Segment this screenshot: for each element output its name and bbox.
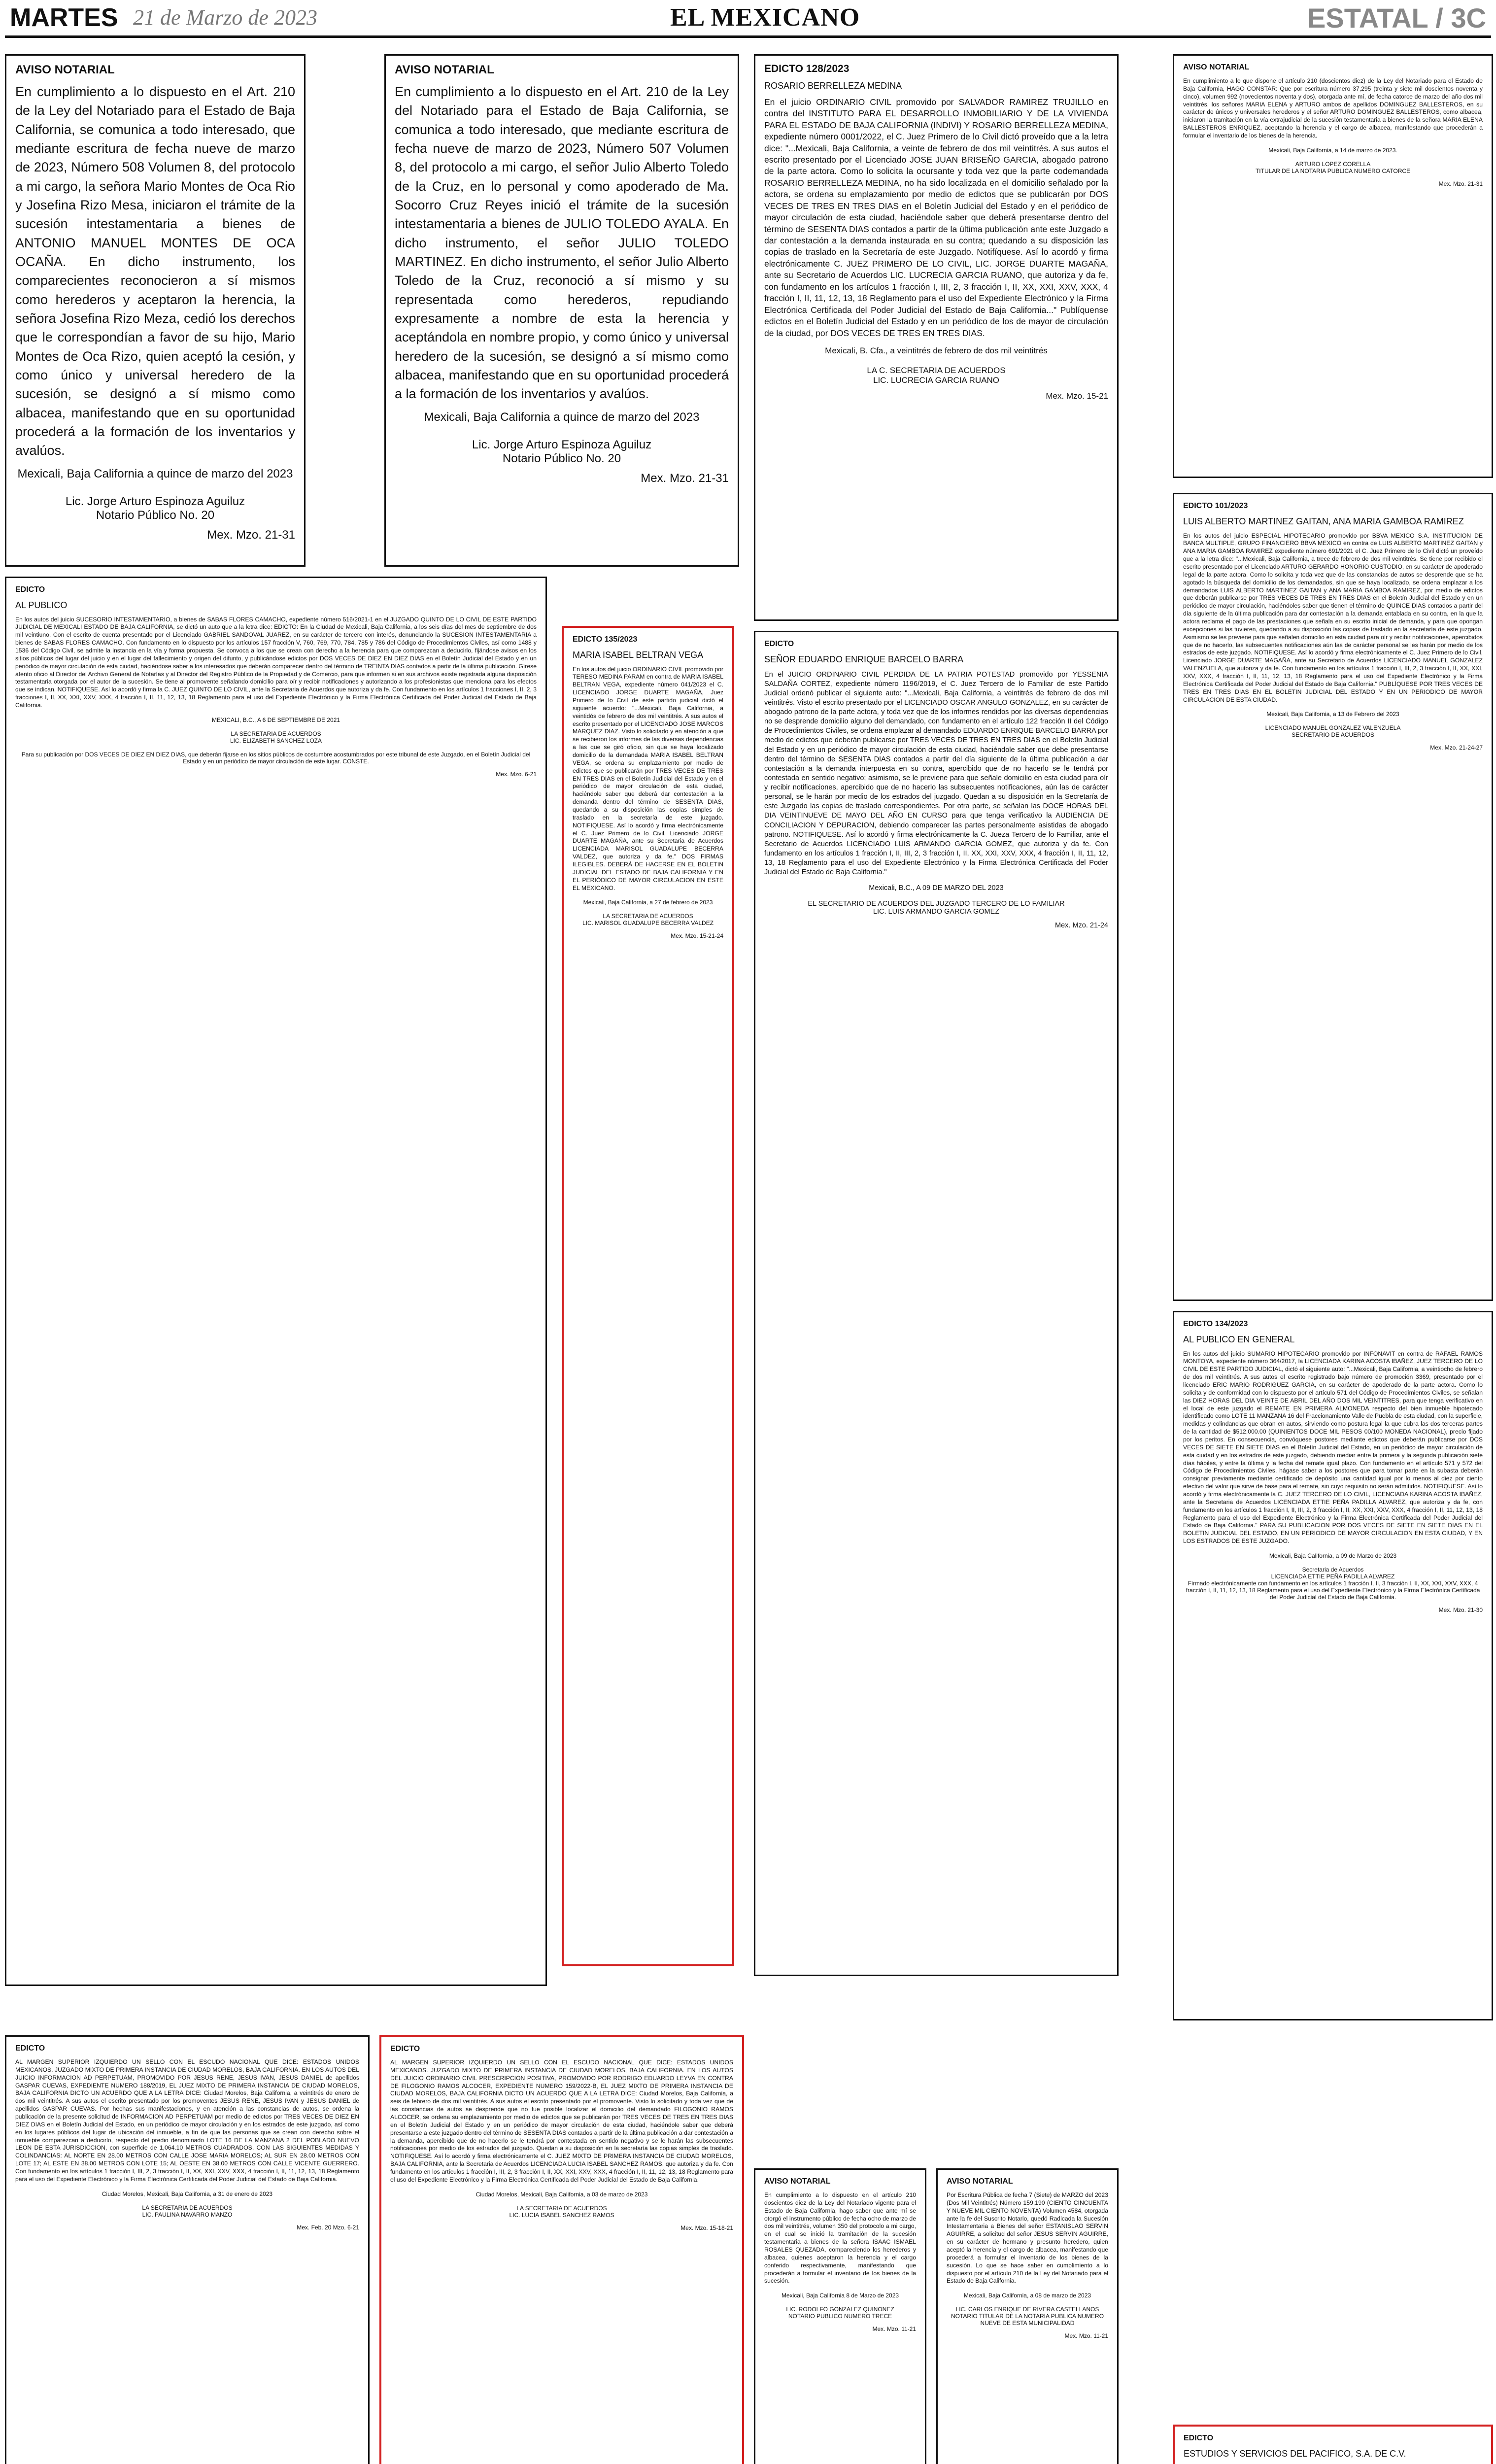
notice-aviso-notarial-2: [384, 54, 739, 567]
notice-title: EDICTO: [1184, 2434, 1214, 2442]
notice-body: En los autos del juicio ESPECIAL HIPOTECARIO promovido por BBVA MEXICO S.A. INSTITUCION DE BANCA MULTIPLE, GRUPO FINANCIERO BBVA MEXICO en contra de LUIS ALBERTO MARTINEZ GAITAN y ANA MARIA GAMBOA RAMIREZ expediente número 691/2021 el C. Juez Primero de lo Civil dictó un proveído que a la letra dice: "...Mexicali, Baja California, a trece de febrero de dos mil veintitrés. Se tiene por recibido el escrito presentado por el Licenciado ARTURO GERARDO HONORIO CUSTODIO, en su carácter de apoderado legal de la parte actora. Como lo solicita y toda vez que de las constancias de autos se desprende que se ha agotado la búsqueda del domicilio de los demandados, sin que se haya localizado, se ordena emplazar a los demandados LUIS ALBERTO MARTINEZ GAITAN y ANA MARIA GAMBOA RAMIREZ, por medio de edictos que deberán publicarse por TRES VECES DE TRES EN TRES DIAS en el Boletín Judicial del Estado y en un periódico de mayor circulación, haciéndoles saber que tienen el término de QUINCE DIAS contados a partir del día siguiente de la última publicación para dar contestación a la demanda entablada en su contra, en la que la actora reclama el pago de las prestaciones que señala en su escrito inicial de demanda, y para que opongan excepciones si las tuvieren, quedando a su disposición las copias de traslado en la secretaría de este juzgado. Asimismo se les previene para que señalen domicilio en esta ciudad para oír y recibir notificaciones, apercibidos que de no hacerlo, las subsecuentes notificaciones aún las de carácter personal se les harán por medio de los estrados de este juzgado. NOTIFIQUESE. Así lo acordó y firma electrónicamente el C. Juez Primero de lo Civil, Licenciado JORGE DUARTE MAGAÑA, ante su Secretario de Acuerdos LICENCIADO MANUEL GONZALEZ VALENZUELA, que autoriza y da fe. Con fundamento en los artículos 1 fracción I, III, 2, 3 fracción I, II, XX, XXI, XXV, XXX, 4 fracción I, II, 11, 12, 13, 18 Reglamento para el uso del Expediente Electrónico y la Firma Electrónica Certificada del Poder Judicial del Estado de Baja California." PUBLÍQUESE POR TRES VECES DE TRES EN TRES DIAS EN EL BOLETIN JUDICIAL DEL ESTADO Y EN UN PERIODICO DE MAYOR CIRCULACION DE ESTA CIUDAD.: [1183, 532, 1483, 703]
notice-body: AL MARGEN SUPERIOR IZQUIERDO UN SELLO CON EL ESCUDO NACIONAL QUE DICE: ESTADOS UNIDOS MEXICANOS. JUZGADO MIXTO DE PRIMERA INSTANCIA DE CIUDAD MORELOS, BAJA CALIFORNIA. EN LOS AUTOS DEL JUICIO INFORMACION AD PERPETUAM, PROMOVIDO POR JESUS RENE, JESUS IVAN, JESUS DANIEL de apellidos GASPAR CUEVAS, EXPEDIENTE NUMERO 188/2019, EL JUEZ MIXTO DE PRIMERA INSTANCIA DE CIUDAD MORELOS, BAJA CALIFORNIA DICTO UN ACUERDO QUE A LA LETRA DICE: Ciudad Morelos, Baja California, a veintitrés de enero de dos mil veintitrés. A sus autos el escrito presentado por los promoventes JESUS RENE, JESUS IVAN y JESUS DANIEL de apellidos GASPAR CUEVAS. Por hechas sus manifestaciones, y en atención a las constancias de autos, se ordena la publicación de la presente solicitud de INFORMACION AD PERPETUAM por medio de edictos por TRES VECES DE DIEZ EN DIEZ DIAS en el Boletín Judicial del Estado, en un periódico de mayor circulación y en los estrados de este juzgado, así como en los lugares públicos del lugar de ubicación del inmueble, a fin de que las personas que se crean con derecho sobre el inmueble comparezcan a deducirlo, respecto del predio denominado LOTE 16 DE LA MANZANA 2 DEL POBLADO NUEVO LEON DE ESTA JURISDICCION, con superficie de 1,064.10 METROS CUADRADOS, CON LAS SIGUIENTES MEDIDAS Y COLINDANCIAS: AL NORTE EN 28.00 METROS CON CALLE JOSE MARIA MORELOS; AL SUR EN 28.00 METROS CON LOTE 17; AL ESTE EN 38.00 METROS CON LOTE 15; AL OESTE EN 38.00 METROS CON CALLE VICENTE GUERRERO. Con fundamento en los artículos 1 fracción I, III, 2, 3 fracción I, II, XX, XXI, XXV, XXX, 4 fracción I, II, 11, 12, 13, 18 Reglamento para el uso del Expediente Electrónico y la Firma Electrónica Certificada del Poder Judicial del Estado de Baja California.: [15, 2058, 359, 2183]
notice-reference: Mex. Mzo. 21-30: [1438, 1606, 1483, 1613]
notice-body: En los autos del juicio SUMARIO HIPOTECARIO promovido por INFONAVIT en contra de RAFAEL RAMOS MONTOYA, expediente número 364/2017, la LICENCIADA KARINA ACOSTA IBAÑEZ, JUEZ TERCERO DE LO CIVIL DE ESTE PARTIDO JUDICIAL, dictó el siguiente auto: "...Mexicali, Baja California, a veintiocho de febrero de dos mil veintitrés. A sus autos el escrito registrado bajo número de promoción 3369, presentado por el licenciado ERIC MARIO RODRIGUEZ GARCIA, en su carácter de apoderado de la parte actora. Como lo solicita y de conformidad con lo dispuesto por el artículo 571 del Código de Procedimientos Civiles, se señalan las DIEZ HORAS DEL DIA VEINTE DE ABRIL DEL AÑO DOS MIL VEINTITRES, para que tenga verificativo en el local de este juzgado el REMATE EN PRIMERA ALMONEDA respecto del bien inmueble hipotecado identificado como LOTE 11 MANZANA 16 del Fraccionamiento Valle de Puebla de esta ciudad, con la superficie, medidas y colindancias que obran en autos, sirviendo como postura legal la que cubra las dos terceras partes de la cantidad de $512,000.00 (QUINIENTOS DOCE MIL PESOS 00/100 MONEDA NACIONAL), precio fijado por los peritos. En consecuencia, convóquese postores mediante edictos que deberán publicarse por DOS VECES DE SIETE EN SIETE DIAS en el Boletín Judicial del Estado, en un periódico de mayor circulación de esta ciudad y en los estrados de este juzgado, debiendo mediar entre la primera y la segunda publicación siete días hábiles, y entre la última y la fecha del remate igual plazo. Con fundamento en el artículo 571 y 572 del Código de Procedimientos Civiles, hágase saber a los postores que para tomar parte en la subasta deberán consignar previamente mediante certificado de depósito una cantidad igual por lo menos al diez por ciento efectivo del valor que sirve de base para el remate, sin cuyo requisito no serán admitidos. NOTIFIQUESE. Así lo acordó y firma electrónicamente la C. JUEZ TERCERO DE LO CIVIL, LICENCIADA KARINA ACOSTA IBAÑEZ, ante la Secretaria de Acuerdos LICENCIADA ETTIE PEÑA PADILLA ALVAREZ, que autoriza y da fe, con fundamento en los artículos 1 fracción I, II, III, 2, 3 fracción I, II, XX, XXI, XXV, XXX, 4 fracción I, II, 11, 12, 13, 18 Reglamento para el uso del Expediente Electrónico y la Firma Electrónica Certificada del Poder Judicial del Estado de Baja California." PARA SU PUBLICACION POR DOS VECES DE SIETE EN SIETE DIAS EN EL BOLETIN JUDICIAL DEL ESTADO, EN UN PERIODICO DE MAYOR CIRCULACION EN ESTA CIUDAD, Y EN LOS ESTRADOS DE ESTE JUZGADO.: [1183, 1350, 1483, 1545]
notice-subtitle: MARIA ISABEL BELTRAN VEGA: [573, 650, 704, 660]
notice-title: AVISO NOTARIAL: [395, 63, 494, 76]
notice-aviso-notarial-3: [1173, 54, 1493, 478]
notice-title: EDICTO 101/2023: [1183, 502, 1248, 510]
notice-body: En cumplimiento a lo que dispone el artículo 210 (doscientos diez) de la Ley del Notariado para el Estado de Baja California, HAGO CONSTAR: Que por escritura número 37,295 (treinta y siete mil doscientos noventa y cinco), volumen 992 (novecientos noventa y dos), otorgada ante mí, de fecha catorce de marzo del año dos mil veintitrés, los señores MARIA ELENA y ARTURO ambos de apellidos DOMINGUEZ BALLESTEROS, en su carácter de únicos y universales herederos y el señor ARTURO DOMINGUEZ BALLESTEROS, como albacea, iniciaron la tramitación en la vía extrajudicial de la sucesión testamentaria a bienes de la señora MARIA ELENA BALLESTEROS ENRIQUEZ, aceptando la herencia y el cargo de albacea, manifestando que procederán a formular el inventario de los bienes de la herencia.: [1183, 77, 1483, 139]
notice-body: En el juicio ORDINARIO CIVIL promovido por SALVADOR RAMIREZ TRUJILLO en contra del INSTITUTO PARA EL DESARROLLO INMOBILIARIO Y DE LA VIVIENDA PARA EL ESTADO DE BAJA CALIFORNIA (INDIVI) Y ROSARIO BERRELLEZA MEDINA, expediente número 0001/2022, el C. Juez Primero de lo Civil dictó proveído que a la letra dice: "...Mexicali, Baja California, a veinte de febrero de dos mil veintitrés. A sus autos el escrito presentado por el Licenciado JOSE JUAN BRISEÑO GARCIA, abogado patrono de la parte actora. Como lo solicita la ocursante y toda vez que la parte codemandada ROSARIO BERRELLEZA MEDINA, no ha sido localizada en el domicilio señalado por la actora, se ordena su emplazamiento por medio de edictos que se publicarán por DOS VECES DE TRES EN TRES DIAS en el Boletín Judicial del Estado y en el periódico de mayor circulación de esta ciudad, haciéndole saber que deberá presentarse dentro del término de SESENTA DIAS contados a partir de la última publicación ante este Juzgado a dar contestación a la demanda instaurada en su contra; quedando a su disposición las copias de traslado en la Secretaría de este Juzgado. Notifíquese. Así lo acordó y firma electrónicamente C. JUEZ PRIMERO DE LO CIVIL, LIC. JORGE DUARTE MAGAÑA, ante su Secretario de Acuerdos LIC. LUCRECIA GARCIA RUANO, que autoriza y da fe, con fundamento en los artículos 1 fracción I, III, 2, 3 fracción I, II, XX, XXI, XXV, XXX, 4 fracción I, II, 11, 12, 13, 18 Reglamento para el uso del Expediente Electrónico y la Firma Electrónica Certificada del Poder Judicial del Estado de Baja California..." Publíquense edictos en el Boletín Judicial del Estado y en un periódico de los de mayor de circulación de la ciudad, por DOS VECES DE TRES EN TRES DIAS.: [764, 97, 1108, 338]
notice-subtitle: AL PUBLICO EN GENERAL: [1183, 1335, 1295, 1344]
notice-reference: Mex. Mzo. 21-31: [1438, 180, 1483, 187]
notice-reference: Mex. Mzo. 15-21: [1046, 391, 1108, 401]
notice-reference: Mex. Mzo. 21-31: [207, 528, 295, 542]
notice-body: AL MARGEN SUPERIOR IZQUIERDO UN SELLO CON EL ESCUDO NACIONAL QUE DICE: ESTADOS UNIDOS MEXICANOS. JUZGADO MIXTO DE PRIMERA INSTANCIA DE CIUDAD MORELOS, BAJA CALIFORNIA. EN LOS AUTOS DEL JUICIO ORDINARIO CIVIL PRESCRIPCION POSITIVA, PROMOVIDO POR RODRIGO EDUARDO LEYVA EN CONTRA DE FILOGONIO RAMOS ALCOCER, EXPEDIENTE NUMERO 159/2022-B, EL JUEZ MIXTO DE PRIMERA INSTANCIA DE CIUDAD MORELOS, BAJA CALIFORNIA DICTO UN ACUERDO QUE A LA LETRA DICE: Ciudad Morelos, Baja California, a seis de febrero de dos mil veintitrés. A sus autos el escrito presentado por el promovente. Visto lo solicitado y toda vez que de las constancias de autos se desprende que no fue posible localizar el domicilio del demandado FILOGONIO RAMOS ALCOCER, se ordena su emplazamiento por medio de edictos que se publicarán por TRES VECES DE TRES EN TRES DIAS en el Boletín Judicial del Estado y en un periódico de mayor circulación de esta ciudad, haciéndole saber que deberá presentarse a este juzgado dentro del término de SESENTA DIAS contados a partir de la última publicación a dar contestación a la demanda, apercibido que de no hacerlo se le tendrá por contestada en sentido negativo y se le harán las subsecuentes notificaciones por medio de los estrados del juzgado. Quedan a su disposición en la secretaría las copias simples de traslado. NOTIFIQUESE. Así lo acordó y firma electrónicamente el C. JUEZ MIXTO DE PRIMERA INSTANCIA DE CIUDAD MORELOS, BAJA CALIFORNIA, ante la Secretaria de Acuerdos LICENCIADA LUCIA ISABEL SANCHEZ RAMOS, que autoriza y da fe. Con fundamento en los artículos 1 fracción I, III, 2, 3 fracción I, II, XX, XXI, XXV, XXX, 4 fracción I, II, 11, 12, 13, 18 Reglamento para el uso del Expediente Electrónico y la Firma Electrónica Certificada del Poder Judicial del Estado de Baja California.: [390, 2059, 733, 2183]
notice-subtitle: SEÑOR EDUARDO ENRIQUE BARCELO BARRA: [764, 654, 964, 664]
notice-aviso-notarial-5: [936, 2168, 1119, 2464]
notice-reference: Mex. Mzo. 15-18-21: [680, 2224, 733, 2231]
notice-signature: Mexicali, Baja California, a 13 de Febrero del 2023 LICENCIADO MANUEL GONZALEZ VALENZUELA SECRETARIO DE ACUERDOS: [1265, 711, 1401, 739]
notice-title: EDICTO 134/2023: [1183, 1320, 1248, 1328]
notice-edicto-135: [562, 626, 734, 1966]
notice-signature: Ciudad Morelos, Mexicali, Baja California, a 31 de enero de 2023 LA SECRETARIA DE ACUERDOS LIC. PAULINA NAVARRO MANZO: [102, 2190, 273, 2218]
notice-title: EDICTO: [764, 640, 794, 648]
masthead: [0, 0, 1496, 34]
notice-reference: Mex. Mzo. 21-24-27: [1430, 744, 1483, 752]
masthead-day: MARTES: [10, 3, 118, 32]
notice-body: En los autos del juicio SUCESORIO INTESTAMENTARIO, a bienes de SABAS FLORES CAMACHO, expediente número 516/2021-1 en el JUZGADO QUINTO DE LO CIVIL DE ESTE PARTIDO JUDICIAL DE MEXICALI ESTADO DE BAJA CALIFORNIA, se dictó un auto que a la letra dice: EDICTO: En la Ciudad de Mexicali, Baja California, a los seis días del mes de septiembre de dos mil veintiuno. Con el escrito de cuenta presentado por el Licenciado GABRIEL SANDOVAL JUAREZ, en su carácter de tercero con interés, denunciando la SUCESION INTESTAMENTARIA a bienes de SABAS FLORES CAMACHO. Con fundamento en lo dispuesto por los artículos 157 fracción V, 760, 769, 770, 784, 785 y 786 del Código de Procedimientos Civiles, así como 1488 y 1536 del Código Civil, se admite la instancia en la vía y forma propuesta. Se convoca a los que se crean con derecho a la herencia para que comparezcan a deducirlo, fijándose avisos en los sitios públicos del lugar del juicio y en el lugar del fallecimiento y origen del difunto, y publicándose edictos por DOS VECES DE DIEZ EN DIEZ DIAS en el Boletín Judicial del Estado y en un periódico de mayor circulación de esta ciudad, haciéndose saber a los interesados que deberán comparecer dentro del término de TREINTA DIAS contados a partir de la última publicación. Gírese atento oficio al Director del Archivo General de Notarías y al Director del Registro Público de la Propiedad y de Comercio, para que informen si en sus archivos existe registrada alguna disposición testamentaria otorgada por el autor de la sucesión. Se tiene al promovente señalando domicilio para oír y recibir notificaciones y autorizando a los profesionistas que menciona para los efectos que se indican. NOTIFIQUESE. Así lo acordó y firma la C. JUEZ QUINTO DE LO CIVIL, ante la Secretaria de Acuerdos que autoriza y da fe. Con fundamento en los artículos 1 fracciones I, II, 2, 3 fracciones I, II, XX, XXI, XXV, XXX, 4 fracción I, II, 11, 12, 13, 18 Reglamento para el uso del Expediente Electrónico y la Firma Electrónica Certificada del Poder Judicial del Estado de Baja California.: [15, 616, 537, 709]
notice-aviso-notarial-4: [754, 2168, 926, 2464]
notice-edicto-sucesorio: [5, 577, 547, 1986]
notice-subtitle: LUIS ALBERTO MARTINEZ GAITAN, ANA MARIA GAMBOA RAMIREZ: [1183, 516, 1464, 526]
notice-body: En el JUICIO ORDINARIO CIVIL PERDIDA DE LA PATRIA POTESTAD promovido por YESSENIA SALDAÑA CORTEZ, expediente número 1196/2019, el C. Juez Tercero de lo Familiar de este Partido Judicial ordenó publicar el siguiente auto: "...Mexicali, Baja California, a veintitrés de febrero de dos mil veintitrés. Visto el escrito presentado por el LICENCIADO OSCAR ANGULO GONZALEZ, en su carácter de abogado patrono de la parte actora, y toda vez que de los informes rendidos por las diversas dependencias no se desprende domicilio alguno del demandado, con fundamento en el artículo 122 fracción II del Código de Procedimientos Civiles, se ordena emplazar al demandado EDUARDO ENRIQUE BARCELO BARRA por medio de edictos que deberán publicarse por TRES VECES DE TRES EN TRES DIAS en el Boletín Judicial del Estado y en un periódico de mayor circulación de esta ciudad, haciéndole saber que debe presentarse dentro del término de SESENTA DIAS contados a partir del día siguiente de la última publicación a dar contestación a la demanda interpuesta en su contra, apercibido que de no hacerlo se le tendrá por contestada en sentido negativo; asimismo, se le previene para que señale domicilio en esta ciudad para oír y recibir notificaciones, apercibido que de no hacerlo las subsecuentes notificaciones, aún las de carácter personal, se le harán por medio de los estrados del juzgado. Quedan a su disposición en la Secretaría de este Juzgado las copias de traslado correspondientes. Por otra parte, se señalan las DOCE HORAS DEL DIA VEINTINUEVE DE MAYO DEL AÑO EN CURSO para que tenga verificativo la AUDIENCIA DE CONCILIACION Y DEPURACION, debiendo comparecer las partes personalmente asistidas de abogado patrono. NOTIFIQUESE. Así lo acordó y firma electrónicamente la C. Jueza Tercero de lo Familiar, ante el Secretario de Acuerdos LICENCIADO LUIS ARMANDO GARCIA GOMEZ, que autoriza y da fe. Con fundamento en los artículos 1 fracción I, II, III, 2, 3 fracción I, II, XX, XXI, XXV, XXX, 4 fracción I, II, 11, 12, 13, 18 Reglamento para el uso del Expediente Electrónico y la Firma Electrónica Certificada del Poder Judicial del Estado de Baja California.": [764, 670, 1108, 877]
notice-body: En los autos del juicio ORDINARIO CIVIL promovido por TERESO MEDINA PARAM en contra de MARIA ISABEL BELTRAN VEGA, expediente número 041/2023 el C. LICENCIADO JORGE DUARTE MAGAÑA, Juez Primero de lo Civil de este partido judicial dictó el siguiente acuerdo: "...Mexicali, Baja California, a veintidós de febrero de dos mil veintitrés. A sus autos el escrito presentado por el LICENCIADO JOSE MARCOS MARQUEZ DIAZ. Visto lo solicitado y en atención a que se recibieron los informes de las diversas dependencias a las que se giró oficio, sin que se haya localizado domicilio de la demandada MARIA ISABEL BELTRAN VEGA, se ordena su emplazamiento por medio de edictos que se publicarán por TRES VECES DE TRES EN TRES DIAS en el Boletín Judicial del Estado y en el periódico de mayor circulación de esta ciudad, haciéndole saber que deberá dar contestación a la demanda dentro del término de SESENTA DIAS, quedando a su disposición las copias simples de traslado en la secretaría de este juzgado. NOTIFIQUESE. Así lo acordó y firma electrónicamente el C. Juez Primero de lo Civil, Licenciado JORGE DUARTE MAGAÑA, ante su Secretaria de Acuerdos LICENCIADA MARISOL GUADALUPE BECERRA VALDEZ, que autoriza y da fe." DOS FIRMAS ILEGIBLES. DEBERÁ DE HACERSE EN EL BOLETIN JUDICIAL DEL ESTADO DE BAJA CALIFORNIA Y EN EL PERIÓDICO DE MAYOR CIRCULACION EN ESTE EL MEXICANO.: [573, 665, 723, 891]
notice-subtitle: ROSARIO BERRELLEZA MEDINA: [764, 81, 902, 91]
notice-signature: MEXICALI, B.C., A 6 DE SEPTIEMBRE DE 2021 LA SECRETARIA DE ACUERDOS LIC. ELIZABETH SANCHEZ LOZA Para su publicación por DOS VECES DE DIEZ EN DIEZ DIAS, que deberán fijarse en los sitios públicos de costumbre acostumbrados por este tribunal de este Juzgado, en el Boletín Judicial del Estado y en un periódico de mayor circulación de este lugar. CONSTE.: [21, 716, 531, 765]
notice-title: EDICTO: [15, 2044, 45, 2053]
masthead-date: 21 de Marzo de 2023: [133, 5, 317, 30]
notice-reference: Mex. Mzo. 6-21: [496, 770, 537, 778]
notice-body: En cumplimiento a lo dispuesto en el artículo 210 doscientos diez de la Ley del Notariado vigente para el Estado de Baja California, hago saber que ante mí se otorgó el instrumento público de fecha ocho de marzo de dos mil veintitrés, volumen 350 del protocolo a mi cargo, en el cual se inició la tramitación de la sucesión testamentaria a bienes de la señora ISAAC ISMAEL ROSALES QUEZADA, compareciendo los herederos y albacea, quienes aceptaron la herencia y el cargo conferido respectivamente, manifestando que procederán a formular el inventario de los bienes de la sucesión.: [764, 2191, 916, 2285]
notice-subtitle: AL PUBLICO: [15, 600, 68, 610]
notice-signature: Mexicali, Baja California, a 27 de febrero de 2023 LA SECRETARIA DE ACUERDOS LIC. MARISOL GUADALUPE BECERRA VALDEZ: [582, 899, 714, 927]
notice-signature: Mexicali, Baja California, a 14 de marzo de 2023. ARTURO LOPEZ CORELLA TITULAR DE LA NOTARIA PUBLICA NUMERO CATORCE: [1255, 146, 1411, 174]
notice-edicto-128: [754, 54, 1119, 621]
notice-edicto-134: [1173, 1311, 1493, 2020]
notice-reference: Mex. Mzo. 11-21: [1064, 2332, 1108, 2340]
notice-body: Por Escritura Pública de fecha 7 (Siete) de MARZO del 2023 (Dos Mil Veintitrés) Número 159,190 (CIENTO CINCUENTA Y NUEVE MIL CIENTO NOVENTA) Volumen 4584, otorgada ante la fe del Suscrito Notario, quedó Radicada la Sucesión Intestamentaria a Bienes del señor ESTANISLAO SERVIN AGUIRRE, a solicitud del señor JESUS SERVIN AGUIRRE, en su carácter de hermano y presunto heredero, quien aceptó la herencia y el cargo de albacea, manifestando que procederá a formular el inventario de los bienes de la sucesión. Lo que se hace saber en cumplimiento a lo dispuesto por el artículo 210 de la Ley del Notariado para el Estado de Baja California.: [947, 2191, 1108, 2285]
notice-signature: Mexicali, Baja California, a 09 de Marzo de 2023 Secretaria de Acuerdos LICENCIADA ETTIE PEÑA PADILLA ALVAREZ Firmado electrónicamente con fundamento en los artículos 1 fracción I, II, 3 fracción I, II, XX, XXI, XXV, XXX, 4 fracción I, II, 11, 12, 13, 18 Reglamento para el uso del Expediente Electrónico y la Firma Electrónica Certificada del Poder Judicial del Estado de Baja California.: [1186, 1552, 1480, 1601]
notice-subtitle: ESTUDIOS Y SERVICIOS DEL PACIFICO, S.A. DE C.V.: [1184, 2449, 1406, 2459]
notice-reference: Mex. Mzo. 11-21: [872, 2326, 916, 2333]
notice-reference: Mex. Mzo. 15-21-24: [671, 932, 723, 940]
notice-signature: Mexicali, Baja California a quince de marzo del 2023 Lic. Jorge Arturo Espinoza Aguiluz Notario Público No. 20: [424, 410, 700, 465]
notice-title: AVISO NOTARIAL: [764, 2177, 831, 2186]
notice-edicto-estudios-pacifico: [1173, 2425, 1493, 2464]
masthead-section: ESTATAL / 3C: [1307, 2, 1486, 34]
notice-body: En cumplimiento a lo dispuesto en el Art. 210 de la Ley del Notariado para el Estado de Baja California, se comunica a todo interesado, que mediante escritura de fecha nueve de marzo de 2023, Número 508 Volumen 8, del protocolo a mi cargo, la señora Mario Montes de Oca Rio y Josefina Rizo Mesa, iniciaron el trámite de la sucesión intestamentaria a bienes de ANTONIO MANUEL MONTES DE OCA OCAÑA. En dicho instrumento, los comparecientes reconocieron a sí mismos como herederos y aceptaron la herencia, la señora Josefina Rizo Meza, cedió los derechos que le correspondían a favor de su hijo, Mario Montes de Oca Rizo, quien aceptó la cesión, y como único y universal heredero de la sucesión, se designó a sí mismo como albacea, manifestando que en su oportunidad procederá a la formación de los inventarios y avalúos.: [15, 84, 295, 458]
masthead-paper-name: EL MEXICANO: [670, 3, 860, 32]
notice-edicto-ad-perpetuam: [5, 2035, 370, 2464]
notice-aviso-notarial-1: [5, 54, 306, 567]
notice-title: EDICTO: [390, 2045, 420, 2053]
notice-title: AVISO NOTARIAL: [15, 63, 115, 76]
notice-signature: Mexicali, B. Cfa., a veintitrés de febrero de dos mil veintitrés LA C. SECRETARIA DE ACUERDOS LIC. LUCRECIA GARCIA RUANO: [825, 345, 1048, 385]
notice-title: AVISO NOTARIAL: [1183, 63, 1250, 71]
notice-edicto-101: [1173, 493, 1493, 1301]
notice-signature: Mexicali, Baja California 8 de Marzo de 2023 LIC. RODOLFO GONZALEZ QUINONEZ NOTARIO PUBLICO NUMERO TRECE: [781, 2292, 899, 2320]
notice-body: En cumplimiento a lo dispuesto en el Art. 210 de la Ley del Notariado para el Estado de Baja California, se comunica a todo interesado, que mediante escritura de fecha nueve de marzo de 2023, Número 507 Volumen 8, del protocolo a mi cargo, el señor Julio Alberto Toledo de la Cruz, en lo personal y como apoderado de Ma. Socorro Cruz Reyes inició el trámite de la sucesión intestamentaria a bienes de JULIO TOLEDO AYALA. En dicho instrumento, el señor JULIO TOLEDO MARTINEZ. En dicho instrumento, el señor Julio Alberto Toledo de la Cruz, reconoció a sí mismo y su representada como herederos, repudiando expresamente a nombre de esta la herencia y aceptándola en nombre propio, y como único y universal heredero de la sucesión, se designó a sí mismo como albacea, manifestando que en su oportunidad procederá a la formación de los inventarios y avalúos.: [395, 84, 729, 402]
notice-title: EDICTO: [15, 585, 45, 594]
notice-reference: Mex. Mzo. 21-31: [641, 471, 729, 485]
masthead-rule: [5, 35, 1491, 38]
notice-signature: Mexicali, Baja California, a 08 de marzo de 2023 LIC. CARLOS ENRIQUE DE RIVERA CASTELLANOS NOTARIO TITULAR DE LA NOTARIA PUBLICA NUMERO NUEVE DE ESTA MUNICIPALIDAD: [951, 2292, 1104, 2327]
notice-signature: Mexicali, Baja California a quince de marzo del 2023 Lic. Jorge Arturo Espinoza Aguiluz Notario Público No. 20: [17, 467, 293, 522]
notice-edicto-patria-potestad: [754, 631, 1119, 1976]
notice-signature: Mexicali, B.C., A 09 DE MARZO DEL 2023 EL SECRETARIO DE ACUERDOS DEL JUZGADO TERCERO DE LO FAMILIAR LIC. LUIS ARMANDO GARCIA GOMEZ: [808, 884, 1065, 916]
notice-title: EDICTO 135/2023: [573, 635, 638, 644]
notice-title: AVISO NOTARIAL: [947, 2177, 1013, 2186]
notice-signature: Ciudad Morelos, Mexicali, Baja California, a 03 de marzo de 2023 LA SECRETARIA DE ACUERDOS LIC. LUCIA ISABEL SANCHEZ RAMOS: [476, 2190, 648, 2219]
notice-reference: Mex. Feb. 20 Mzo. 6-21: [297, 2224, 359, 2231]
notice-title: EDICTO 128/2023: [764, 63, 850, 74]
notice-reference: Mex. Mzo. 21-24: [1055, 922, 1108, 930]
notice-edicto-prescripcion: [379, 2035, 744, 2464]
